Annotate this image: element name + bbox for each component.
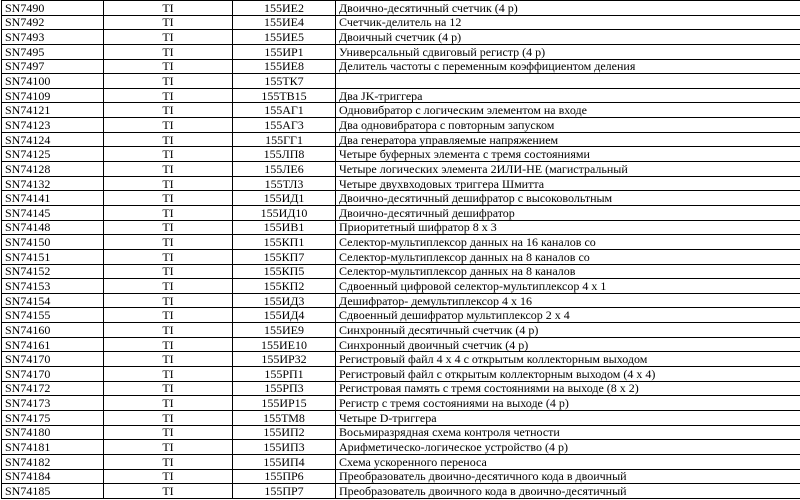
manufacturer-cell: TI [104, 44, 233, 59]
manufacturer-cell: TI [104, 132, 233, 147]
manufacturer-cell: TI [104, 30, 233, 45]
part-number-cell: SN74151 [2, 249, 104, 264]
description-cell: Схема ускоренного переноса [336, 454, 800, 469]
manufacturer-cell: TI [104, 410, 233, 425]
table-row [2, 191, 800, 206]
description-cell: Универсальный сдвиговый регистр (4 р) [336, 44, 800, 59]
description-cell: Синхронный десятичный счетчик (4 р) [336, 323, 800, 338]
manufacturer-cell: TI [104, 293, 233, 308]
manufacturer-cell: TI [104, 88, 233, 103]
part-number-cell: SN7495 [2, 44, 104, 59]
manufacturer-cell: TI [104, 1, 233, 16]
description-cell: Четыре буферных элемента с тремя состояниями [336, 147, 800, 162]
domestic-analog-cell: 155ИЕ9 [233, 323, 336, 338]
description-cell: Восьмиразрядная схема контроля четности [336, 425, 800, 440]
manufacturer-cell: TI [104, 367, 233, 382]
part-number-cell: SN74185 [2, 484, 104, 499]
manufacturer-cell: TI [104, 205, 233, 220]
part-number-cell: SN74148 [2, 220, 104, 235]
table-row [2, 44, 800, 59]
description-cell: Селектор-мультиплексор данных на 16 каналов со [336, 235, 800, 250]
table-row [2, 279, 800, 294]
description-cell [336, 74, 800, 89]
manufacturer-cell: TI [104, 308, 233, 323]
domestic-analog-cell: 155ИЕ8 [233, 59, 336, 74]
domestic-analog-cell: 155ИД3 [233, 293, 336, 308]
description-cell: Двоично-десятичный дешифратор с высоковольтным [336, 191, 800, 206]
manufacturer-cell: TI [104, 425, 233, 440]
table-row [2, 484, 800, 499]
manufacturer-cell: TI [104, 162, 233, 177]
table-row [2, 293, 800, 308]
ic-analog-table [1, 0, 800, 499]
table-row [2, 308, 800, 323]
part-number-cell: SN74160 [2, 323, 104, 338]
description-cell: Приоритетный шифратор 8 х 3 [336, 220, 800, 235]
domestic-analog-cell: 155ИП2 [233, 425, 336, 440]
domestic-analog-cell: 155ИД10 [233, 205, 336, 220]
domestic-analog-cell: 155ИВ1 [233, 220, 336, 235]
part-number-cell: SN74180 [2, 425, 104, 440]
domestic-analog-cell: 155ПР6 [233, 469, 336, 484]
domestic-analog-cell: 155ПР7 [233, 484, 336, 499]
manufacturer-cell: TI [104, 323, 233, 338]
part-number-cell: SN74172 [2, 381, 104, 396]
domestic-analog-cell: 155ИД4 [233, 308, 336, 323]
description-cell: Счетчик-делитель на 12 [336, 15, 800, 30]
table-row [2, 381, 800, 396]
description-cell: Преобразователь двоичного кода в двоично-десятичный [336, 484, 800, 499]
manufacturer-cell: TI [104, 176, 233, 191]
table-body [2, 1, 800, 499]
table-row [2, 264, 800, 279]
domestic-analog-cell: 155КП7 [233, 249, 336, 264]
manufacturer-cell: TI [104, 440, 233, 455]
domestic-analog-cell: 155ГГ1 [233, 132, 336, 147]
table-row [2, 118, 800, 133]
description-cell: Регистр с тремя состояниями на выходе (4 р) [336, 396, 800, 411]
manufacturer-cell: TI [104, 118, 233, 133]
part-number-cell: SN7493 [2, 30, 104, 45]
table-row [2, 425, 800, 440]
manufacturer-cell: TI [104, 396, 233, 411]
table-row [2, 132, 800, 147]
part-number-cell: SN74182 [2, 454, 104, 469]
description-cell: Четыре D-триггера [336, 410, 800, 425]
domestic-analog-cell: 155КП5 [233, 264, 336, 279]
domestic-analog-cell: 155КП1 [233, 235, 336, 250]
description-cell: Четыре логических элемента 2ИЛИ-НЕ (магистральный [336, 162, 800, 177]
table-row [2, 103, 800, 118]
manufacturer-cell: TI [104, 74, 233, 89]
domestic-analog-cell: 155ИР32 [233, 352, 336, 367]
description-cell: Селектор-мультиплексор данных на 8 каналов со [336, 249, 800, 264]
domestic-analog-cell: 155ИЕ10 [233, 337, 336, 352]
domestic-analog-cell: 155ТМ8 [233, 410, 336, 425]
table-row [2, 323, 800, 338]
domestic-analog-cell: 155ИР1 [233, 44, 336, 59]
part-number-cell: SN74141 [2, 191, 104, 206]
part-number-cell: SN74132 [2, 176, 104, 191]
manufacturer-cell: TI [104, 352, 233, 367]
domestic-analog-cell: 155ТЛ3 [233, 176, 336, 191]
table-row [2, 249, 800, 264]
domestic-analog-cell: 155ЛЕ6 [233, 162, 336, 177]
part-number-cell: SN74100 [2, 74, 104, 89]
table-row [2, 396, 800, 411]
domestic-analog-cell: 155РП1 [233, 367, 336, 382]
domestic-analog-cell: 155ИЕ5 [233, 30, 336, 45]
table-row [2, 88, 800, 103]
table-row [2, 147, 800, 162]
manufacturer-cell: TI [104, 220, 233, 235]
domestic-analog-cell: 155РП3 [233, 381, 336, 396]
part-number-cell: SN74155 [2, 308, 104, 323]
manufacturer-cell: TI [104, 147, 233, 162]
table-row [2, 205, 800, 220]
table-row [2, 30, 800, 45]
manufacturer-cell: TI [104, 454, 233, 469]
description-cell: Двоично-десятичный дешифратор [336, 205, 800, 220]
table-row [2, 220, 800, 235]
description-cell: Делитель частоты с переменным коэффициентом деления [336, 59, 800, 74]
part-number-cell: SN74125 [2, 147, 104, 162]
part-number-cell: SN74128 [2, 162, 104, 177]
manufacturer-cell: TI [104, 381, 233, 396]
table-row [2, 367, 800, 382]
manufacturer-cell: TI [104, 191, 233, 206]
manufacturer-cell: TI [104, 264, 233, 279]
table-row [2, 337, 800, 352]
domestic-analog-cell: 155ИЕ4 [233, 15, 336, 30]
description-cell: Четыре двухвходовых триггера Шмитта [336, 176, 800, 191]
description-cell: Преобразователь двоично-десятичного кода в двоичный [336, 469, 800, 484]
table-row [2, 176, 800, 191]
domestic-analog-cell: 155ТВ15 [233, 88, 336, 103]
table-row [2, 74, 800, 89]
table-row [2, 440, 800, 455]
description-cell: Дешифратор- демультиплексор 4 х 16 [336, 293, 800, 308]
part-number-cell: SN74152 [2, 264, 104, 279]
domestic-analog-cell: 155ЛП8 [233, 147, 336, 162]
manufacturer-cell: TI [104, 15, 233, 30]
table-row [2, 235, 800, 250]
description-cell: Регистровая память с тремя состояниями на выходе (8 х 2) [336, 381, 800, 396]
manufacturer-cell: TI [104, 469, 233, 484]
description-cell: Сдвоенный цифровой селектор-мультиплексор 4 х 1 [336, 279, 800, 294]
domestic-analog-cell: 155ИР15 [233, 396, 336, 411]
domestic-analog-cell: 155ИЕ2 [233, 1, 336, 16]
domestic-analog-cell: 155ИД1 [233, 191, 336, 206]
part-number-cell: SN74170 [2, 352, 104, 367]
part-number-cell: SN7490 [2, 1, 104, 16]
part-number-cell: SN74121 [2, 103, 104, 118]
manufacturer-cell: TI [104, 235, 233, 250]
part-number-cell: SN74170 [2, 367, 104, 382]
description-cell: Два генератора управляемые напряжением [336, 132, 800, 147]
domestic-analog-cell: 155АГ3 [233, 118, 336, 133]
part-number-cell: SN74153 [2, 279, 104, 294]
description-cell: Два одновибратора с повторным запуском [336, 118, 800, 133]
description-cell: Одновибратор с логическим элементом на входе [336, 103, 800, 118]
part-number-cell: SN74154 [2, 293, 104, 308]
description-cell: Селектор-мультиплексор данных на 8 каналов [336, 264, 800, 279]
part-number-cell: SN74184 [2, 469, 104, 484]
table-row [2, 410, 800, 425]
table-row [2, 469, 800, 484]
table-row [2, 15, 800, 30]
domestic-analog-cell: 155ИП4 [233, 454, 336, 469]
part-number-cell: SN74181 [2, 440, 104, 455]
part-number-cell: SN74173 [2, 396, 104, 411]
description-cell: Синхронный двоичный счетчик (4 р) [336, 337, 800, 352]
part-number-cell: SN7497 [2, 59, 104, 74]
description-cell: Арифметическо-логическое устройство (4 р) [336, 440, 800, 455]
description-cell: Регистровый файл с открытым коллекторным выходом (4 х 4) [336, 367, 800, 382]
description-cell: Регистровый файл 4 х 4 с открытым коллекторным выходом [336, 352, 800, 367]
table-row [2, 352, 800, 367]
domestic-analog-cell: 155ИП3 [233, 440, 336, 455]
manufacturer-cell: TI [104, 249, 233, 264]
manufacturer-cell: TI [104, 59, 233, 74]
table-row [2, 454, 800, 469]
manufacturer-cell: TI [104, 103, 233, 118]
table-row [2, 1, 800, 16]
domestic-analog-cell: 155ТК7 [233, 74, 336, 89]
description-cell: Двоично-десятичный счетчик (4 р) [336, 1, 800, 16]
manufacturer-cell: TI [104, 337, 233, 352]
description-cell: Сдвоенный дешифратор мультиплексор 2 х 4 [336, 308, 800, 323]
part-number-cell: SN74150 [2, 235, 104, 250]
part-number-cell: SN74175 [2, 410, 104, 425]
part-number-cell: SN74161 [2, 337, 104, 352]
part-number-cell: SN74124 [2, 132, 104, 147]
part-number-cell: SN74109 [2, 88, 104, 103]
manufacturer-cell: TI [104, 484, 233, 499]
domestic-analog-cell: 155КП2 [233, 279, 336, 294]
part-number-cell: SN7492 [2, 15, 104, 30]
description-cell: Два JK-триггера [336, 88, 800, 103]
part-number-cell: SN74123 [2, 118, 104, 133]
description-cell: Двоичный счетчик (4 р) [336, 30, 800, 45]
table-row [2, 162, 800, 177]
table-row [2, 59, 800, 74]
manufacturer-cell: TI [104, 279, 233, 294]
part-number-cell: SN74145 [2, 205, 104, 220]
domestic-analog-cell: 155АГ1 [233, 103, 336, 118]
